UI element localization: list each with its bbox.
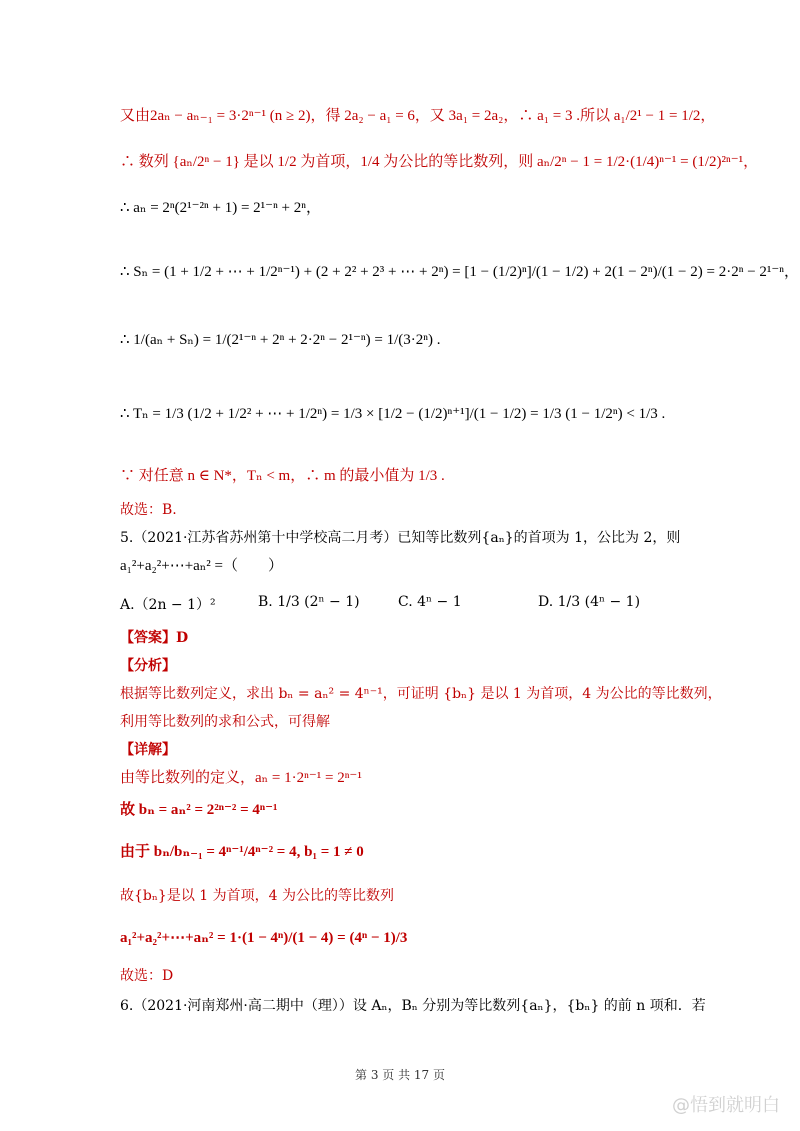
- analysis-label: 【分析】: [120, 658, 176, 674]
- line-5: ∴ 1/(aₙ + Sₙ) = 1/(2¹⁻ⁿ + 2ⁿ + 2·2ⁿ − 2¹⁻ⁿ) = 1/(3·2ⁿ) .: [120, 332, 441, 348]
- page-footer: 第 3 页 共 17 页: [355, 1068, 445, 1082]
- detail-line-5: a₁²+a₂²+⋯+aₙ² = 1·(1 − 4ⁿ)/(1 − 4) = (4ⁿ − 1)/3: [120, 930, 408, 946]
- answer-label: 【答案】D: [120, 630, 189, 646]
- question-6-stem: 6.（2021·河南郑州·高二期中（理））设 Aₙ，Bₙ 分别为等比数列{aₙ}，{bₙ} 的前 n 项和．若: [120, 998, 706, 1014]
- line-3: ∴ aₙ = 2ⁿ(2¹⁻²ⁿ + 1) = 2¹⁻ⁿ + 2ⁿ，: [120, 200, 321, 216]
- option-c: C. 4ⁿ − 1: [398, 594, 462, 610]
- analysis-line-2: 利用等比数列的求和公式，可得解: [120, 714, 330, 730]
- analysis-line-1: 根据等比数列定义，求出 bₙ = aₙ² = 4ⁿ⁻¹，可证明 {bₙ} 是以 1 为首项，4 为公比的等比数列，: [120, 686, 722, 702]
- detail-line-1: 由等比数列的定义，aₙ = 1·2ⁿ⁻¹ = 2ⁿ⁻¹: [120, 770, 362, 786]
- detail-label: 【详解】: [120, 742, 176, 758]
- detail-line-4: 故{bₙ}是以 1 为首项，4 为公比的等比数列: [120, 888, 394, 904]
- question-5-stem: 5.（2021·江苏省苏州第十中学校高二月考）已知等比数列{aₙ}的首项为 1，公比为 2，则: [120, 530, 681, 546]
- question-5-expression: a₁²+a₂²+⋯+aₙ² =（ ）: [120, 558, 284, 574]
- line-4: ∴ Sₙ = (1 + 1/2 + ⋯ + 1/2ⁿ⁻¹) + (2 + 2² + 2³ + ⋯ + 2ⁿ) = [1 − (1/2)ⁿ]/(1 − 1/2) + 2(1 − 2ⁿ)/(1 − 2) = 2·2ⁿ − 2¹⁻ⁿ，: [120, 264, 800, 280]
- option-d: D. 1/3 (4ⁿ − 1): [538, 594, 641, 610]
- line-7: ∵ 对任意 n ∈ N*，Tₙ < m，∴ m 的最小值为 1/3 .: [120, 468, 445, 484]
- watermark: @悟到就明白: [672, 1095, 780, 1116]
- detail-line-2: 故 bₙ = aₙ² = 2²ⁿ⁻² = 4ⁿ⁻¹: [120, 802, 278, 818]
- line-6: ∴ Tₙ = 1/3 (1/2 + 1/2² + ⋯ + 1/2ⁿ) = 1/3 × [1/2 − (1/2)ⁿ⁺¹]/(1 − 1/2) = 1/3 (1 − 1/2ⁿ) < 1/3 .: [120, 406, 666, 422]
- option-b: B. 1/3 (2ⁿ − 1): [258, 594, 360, 610]
- line-2: ∴ 数列 {aₙ/2ⁿ − 1} 是以 1/2 为首项，1/4 为公比的等比数列，则 aₙ/2ⁿ − 1 = 1/2·(1/4)ⁿ⁻¹ = (1/2)²ⁿ⁻¹，: [120, 154, 759, 170]
- line-8: 故选：B.: [120, 502, 177, 518]
- detail-line-6: 故选：D: [120, 968, 174, 984]
- option-a: A.（2n − 1）²: [120, 597, 216, 613]
- line-1: 又由2aₙ − aₙ₋₁ = 3·2ⁿ⁻¹ (n ≥ 2)，得 2a₂ − a₁ = 6，又 3a₁ = 2a₂，∴ a₁ = 3 .所以 a₁/2¹ − 1 = 1/2，: [120, 108, 716, 124]
- detail-line-3: 由于 bₙ/bₙ₋₁ = 4ⁿ⁻¹/4ⁿ⁻² = 4, b₁ = 1 ≠ 0: [120, 844, 364, 860]
